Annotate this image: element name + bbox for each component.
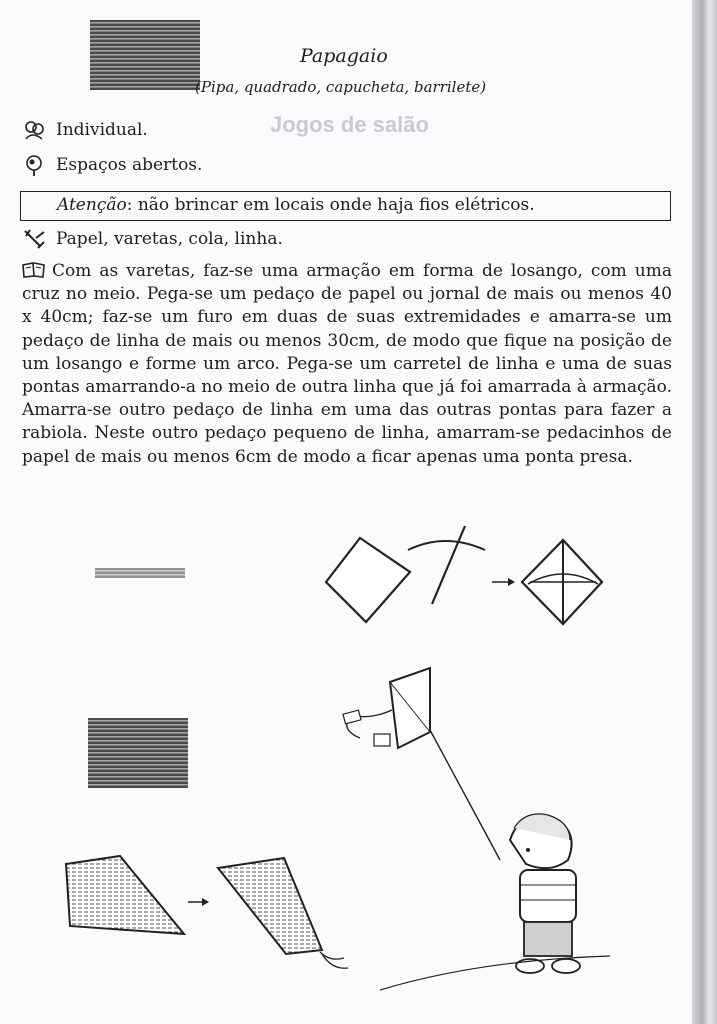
tools-icon <box>22 228 48 250</box>
warning-text: : não brincar em locais onde haja fios elétricos. <box>126 195 535 215</box>
book-icon <box>22 262 46 278</box>
kite-string <box>430 730 500 860</box>
flying-kite <box>343 668 430 748</box>
materials-row <box>22 228 283 250</box>
redaction-top <box>90 20 200 90</box>
newspaper-kites-illustration <box>60 850 360 980</box>
redaction-mid <box>95 568 185 578</box>
warning-label: Atenção <box>57 195 127 215</box>
book-binding <box>692 0 717 1024</box>
page-title: Papagaio <box>300 45 388 67</box>
location-row <box>22 154 202 176</box>
warning-box <box>20 191 671 221</box>
location-label: Espaços abertos. <box>56 155 203 175</box>
newspaper-kite-finished <box>218 858 348 968</box>
arrow-icon <box>188 898 209 906</box>
newspaper-kite-flat <box>66 856 184 934</box>
kite-paper-square <box>326 538 410 622</box>
kite-assembled <box>522 540 602 624</box>
bleed-through-heading: Jogos de salão <box>270 112 429 137</box>
people-icon <box>22 119 48 141</box>
boy-figure <box>510 814 580 973</box>
participants-row <box>22 119 148 141</box>
arrow-icon <box>492 578 515 586</box>
boy-flying-kite-illustration <box>330 660 620 1000</box>
redaction-lower <box>88 718 188 788</box>
kite-sticks-cross <box>408 526 485 604</box>
instructions-text: Com as varetas, faz-se uma armação em forma de losango, com uma cruz no meio. Pega-se um pedaço de papel ou jornal de mais ou menos 40 x 40cm; faz-se um furo em duas de suas extremidades e amarra-se um pedaço de linha de mais ou menos 30cm, de modo que fique na posição de um losango e forme um arco. Pega-se um carretel de linha e uma de suas pontas amarrando-a no meio de outra linha que já foi amarrada à armação. Amarra-se outro pedaço de linha em uma das outras pontas para fazer a rabiola. Neste outro pedaço pequeno de linha, amarram-se pedacinhos de papel de mais ou menos 6cm de modo a ficar apenas uma ponta presa. <box>22 261 672 467</box>
materials-label: Papel, varetas, cola, linha. <box>56 229 283 249</box>
tree-icon <box>22 154 48 176</box>
participants-label: Individual. <box>56 120 148 140</box>
page-subtitle: (Pipa, quadrado, capucheta, barrilete) <box>195 78 487 96</box>
instructions-paragraph <box>22 260 672 469</box>
kite-frame-illustration <box>320 520 620 630</box>
